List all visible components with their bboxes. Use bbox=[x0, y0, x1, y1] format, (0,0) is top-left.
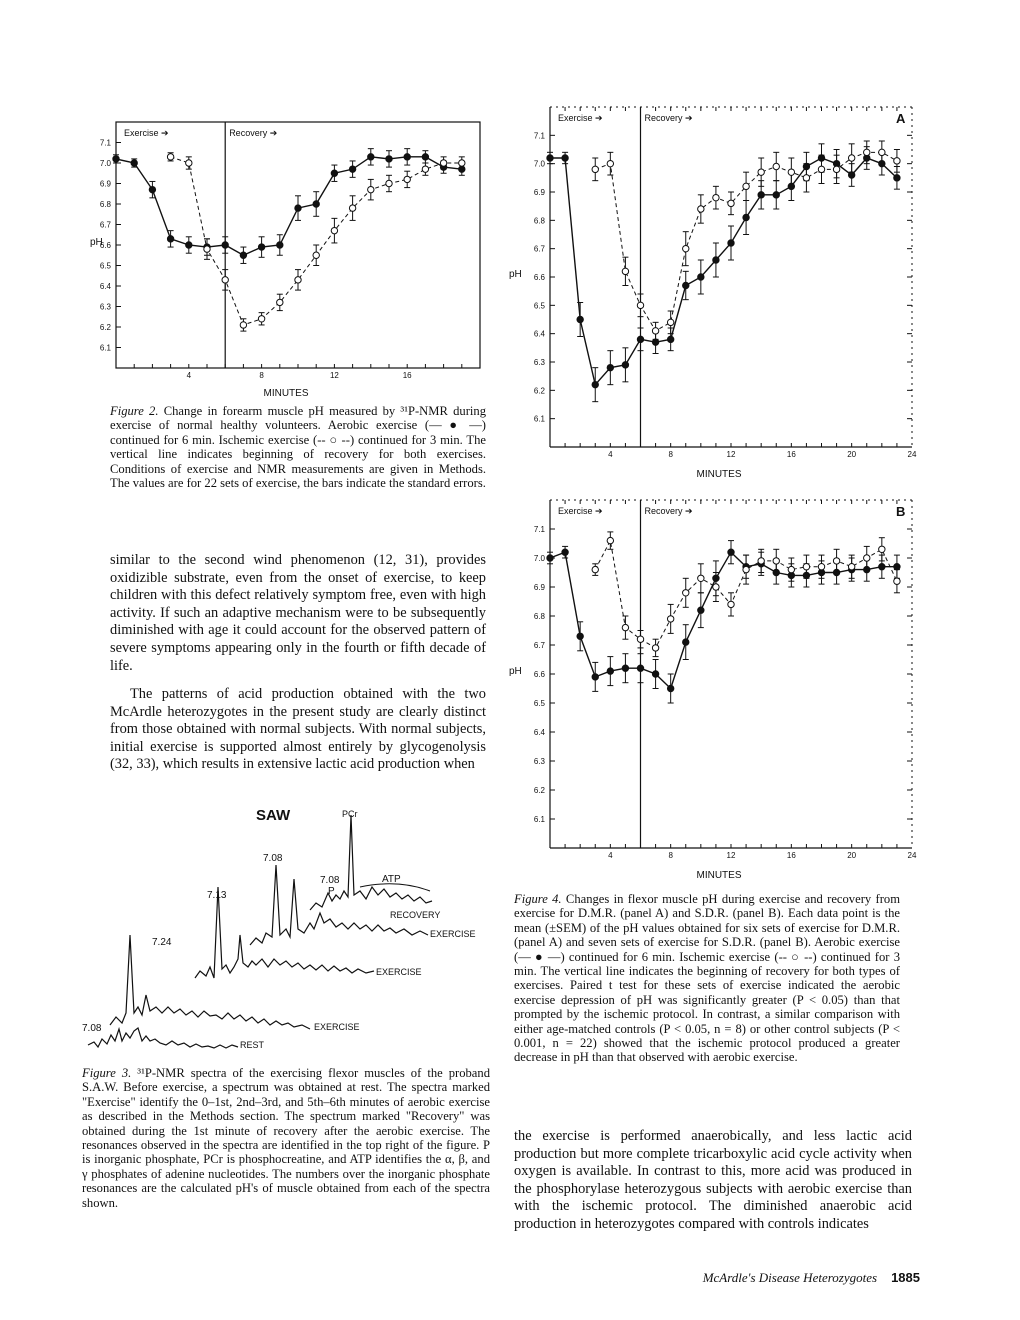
y-tick-label: 6.9 bbox=[533, 188, 545, 197]
ischemic-data-point bbox=[758, 558, 764, 564]
spectrum-label-recovery: RECOVERY bbox=[390, 910, 441, 920]
ischemic-data-point bbox=[167, 154, 173, 160]
spectrum-trace-rest bbox=[88, 1028, 238, 1048]
aerobic-data-point bbox=[667, 336, 673, 342]
ischemic-data-point bbox=[848, 564, 854, 570]
ischemic-data-point bbox=[713, 584, 719, 590]
spectra-title: SAW bbox=[256, 807, 291, 824]
ischemic-series-line bbox=[171, 157, 462, 325]
y-tick-label: 6.3 bbox=[99, 302, 111, 312]
aerobic-data-point bbox=[295, 205, 301, 211]
y-tick-label: 6.3 bbox=[533, 358, 545, 367]
ischemic-data-point bbox=[622, 268, 628, 274]
ischemic-data-point bbox=[652, 328, 658, 334]
aerobic-data-point bbox=[577, 633, 583, 639]
aerobic-data-point bbox=[894, 564, 900, 570]
x-tick-label: 20 bbox=[847, 450, 857, 459]
x-tick-label: 20 bbox=[847, 851, 857, 860]
y-axis-title: pH bbox=[90, 237, 103, 248]
aerobic-data-point bbox=[848, 172, 854, 178]
page-footer bbox=[650, 1270, 920, 1286]
x-tick-label: 8 bbox=[668, 851, 673, 860]
spectrum-ph-rest: 7.08 bbox=[82, 1023, 102, 1034]
aerobic-data-point bbox=[713, 257, 719, 263]
ischemic-data-point bbox=[222, 277, 228, 283]
ischemic-data-point bbox=[864, 555, 870, 561]
aerobic-data-point bbox=[368, 154, 374, 160]
figure-2-chart bbox=[88, 110, 498, 400]
aerobic-data-point bbox=[667, 685, 673, 691]
figure-4-caption bbox=[514, 892, 900, 1065]
ischemic-data-point bbox=[422, 166, 428, 172]
figure-4b-chart bbox=[505, 488, 930, 880]
recovery-annotation: Recovery ➔ bbox=[229, 128, 278, 138]
ischemic-data-point bbox=[277, 299, 283, 305]
aerobic-data-point bbox=[698, 607, 704, 613]
aerobic-data-point bbox=[131, 160, 137, 166]
ischemic-data-point bbox=[258, 316, 264, 322]
ischemic-data-point bbox=[592, 166, 598, 172]
y-tick-label: 6.6 bbox=[99, 241, 111, 250]
exercise-annotation: Exercise ➔ bbox=[558, 506, 603, 516]
x-axis-title: MINUTES bbox=[263, 388, 309, 399]
figure-3-caption-text: ³¹P-NMR spectra of the exercising flexor muscles of the proband S.A.W. Before exercise, a spectrum was obtained at rest. The spectra marked "Exercise" identify the 0–1st, 2nd–3rd, and 5th–6th minutes of aerobic exercise as described in the Methods section. The spectrum marked "Recovery" was obtained during the 1st minute of recovery after the aerobic exercise. The resonances observed in the spectra are identified in the top right of the figure. P is inorganic phosphate, PCr is phosphocreatine, and ATP identifies the α, β, and γ phosphates of adenine nucleotides. The numbers over the inorganic phosphate resonances are the calculated pH's of muscle obtained from each of the spectra shown. bbox=[82, 1066, 490, 1210]
body-paragraph-2: The patterns of acid production obtained with the two McArdle heterozygotes in the present study are clearly distinct from those obtained with normal subjects. With normal subjects, initial exercise is supported almost entirely by glycogenolysis (32, 33), which results in extensive lactic acid production when bbox=[110, 686, 486, 773]
figure-2-label: Figure 2. bbox=[110, 404, 159, 418]
ischemic-data-point bbox=[459, 160, 465, 166]
ischemic-data-point bbox=[864, 149, 870, 155]
aerobic-data-point bbox=[167, 236, 173, 242]
ischemic-data-point bbox=[637, 636, 643, 642]
ischemic-data-point bbox=[713, 194, 719, 200]
aerobic-data-point bbox=[728, 549, 734, 555]
ischemic-data-point bbox=[773, 558, 779, 564]
y-tick-label: 6.1 bbox=[533, 414, 545, 424]
ischemic-data-point bbox=[743, 183, 749, 189]
aerobic-data-point bbox=[349, 166, 355, 172]
figure-4-label: Figure 4. bbox=[514, 892, 562, 906]
y-tick-label: 7.0 bbox=[99, 159, 111, 168]
y-tick-label: 6.4 bbox=[533, 728, 545, 737]
aerobic-data-point bbox=[547, 555, 553, 561]
ischemic-data-point bbox=[295, 277, 301, 283]
aerobic-data-point bbox=[258, 244, 264, 250]
y-tick-label: 6.5 bbox=[533, 301, 545, 311]
aerobic-data-point bbox=[607, 364, 613, 370]
ischemic-data-point bbox=[652, 645, 658, 651]
ischemic-data-point bbox=[683, 590, 689, 596]
y-tick-label: 6.7 bbox=[533, 641, 545, 650]
body-paragraph-3: the exercise is performed anaerobically, and less lactic acid production but more complete tricarboxylic acid cycle activity when oxygen is available. In contrast to this, more acid was produced in the phosphorylase heterozygous subjects with aerobic exercise than with the ischemic protocol. The diminished anaerobic acid production in heterozygotes compared with controls indicates bbox=[514, 1128, 912, 1232]
x-tick-label: 16 bbox=[786, 450, 796, 459]
figure-4-caption-text: Changes in flexor muscle pH during exercise and recovery from exercise for D.M.R. (panel A) and S.D.R. (panel B). Each data point is the mean (±SEM) of the pH values obtained for six sets of exercise for D.M.R. (panel A) and seven sets of exercise for S.D.R. (panel B). Aerobic exercise (— ● —) continued for 6 min. Ischemic exercise (-- ○ --) continued for 3 min. The vertical line indicates the beginning of recovery for both types of exercises. Paired t test for these sets of exercise indicated the aerobic exercise depression of pH was significantly greater (P < 0.05) than that prompted by the ischemic protocol. In contrast, a similar comparison with either age-matched controls (P < 0.05, n = 8) or other control subjects (P < 0.001, n = 22) showed that the ischemic protocol produced a greater decrease in pH than that observed with aerobic exercise. bbox=[514, 892, 900, 1065]
spectrum-ph-recovery: 7.08 bbox=[320, 875, 340, 886]
y-tick-label: 6.9 bbox=[99, 179, 111, 189]
x-tick-label: 8 bbox=[259, 371, 264, 380]
figure-2-caption-text: Change in forearm muscle pH measured by ³¹P-NMR during exercise of normal healthy volunteers. Aerobic exercise (— ● —) continued for 6 min. Ischemic exercise (-- ○ --) continued for 3 min. The vertical line indicates beginning of recovery for both exercises. Conditions of exercise and NMR measurements are given in Methods. The values are for 22 sets of exercise, the bars indicate the standard errors. bbox=[110, 404, 486, 491]
aerobic-data-point bbox=[728, 240, 734, 246]
y-tick-label: 6.4 bbox=[533, 329, 545, 339]
aerobic-data-point bbox=[683, 282, 689, 288]
aerobic-data-point bbox=[149, 186, 155, 192]
ischemic-data-point bbox=[667, 616, 673, 622]
ischemic-data-point bbox=[331, 227, 337, 233]
spectrum-label-exercise-1: EXERCISE bbox=[314, 1022, 360, 1032]
aerobic-data-point bbox=[240, 252, 246, 258]
ischemic-data-point bbox=[637, 302, 643, 308]
ischemic-data-point bbox=[894, 158, 900, 164]
panel-label: A bbox=[896, 111, 906, 126]
ischemic-data-point bbox=[788, 169, 794, 175]
aerobic-data-point bbox=[331, 170, 337, 176]
ischemic-data-point bbox=[758, 169, 764, 175]
y-tick-label: 6.5 bbox=[99, 261, 111, 271]
ischemic-data-point bbox=[879, 546, 885, 552]
pcr-peak-label: PCr bbox=[342, 809, 358, 819]
aerobic-data-point bbox=[562, 549, 568, 555]
x-tick-label: 12 bbox=[726, 851, 736, 860]
aerobic-data-point bbox=[222, 242, 228, 248]
aerobic-data-point bbox=[313, 201, 319, 207]
ischemic-data-point bbox=[803, 175, 809, 181]
ischemic-data-point bbox=[728, 200, 734, 206]
y-tick-label: 6.2 bbox=[99, 323, 111, 332]
ischemic-data-point bbox=[204, 246, 210, 252]
aerobic-data-point bbox=[652, 671, 658, 677]
x-tick-label: 4 bbox=[608, 851, 613, 860]
x-tick-label: 16 bbox=[402, 371, 412, 380]
body-paragraph-1: similar to the second wind phenomenon (12, 31), provides oxidizible substrate, even from the onset of exercise, to keep children with this defect relatively symptom free, even with high activity. If such an adaptive mechanism were to be subsequently diminished with age it could account for the observed pattern of severe symptoms appearing only in the fourth or fifth decade of life. bbox=[110, 552, 486, 674]
aerobic-data-point bbox=[562, 155, 568, 161]
ischemic-data-point bbox=[622, 624, 628, 630]
ischemic-data-point bbox=[404, 176, 410, 182]
x-tick-label: 4 bbox=[186, 371, 192, 380]
page-number: 1885 bbox=[891, 1270, 920, 1285]
ischemic-data-point bbox=[773, 163, 779, 169]
aerobic-data-point bbox=[186, 242, 192, 248]
spectrum-trace-exercise-1 bbox=[110, 935, 310, 1029]
ischemic-data-point bbox=[240, 322, 246, 328]
y-tick-label: 7.1 bbox=[533, 131, 545, 141]
x-tick-label: 24 bbox=[907, 450, 917, 459]
ischemic-data-point bbox=[698, 206, 704, 212]
aerobic-data-point bbox=[607, 668, 613, 674]
ischemic-data-point bbox=[803, 564, 809, 570]
y-tick-label: 6.1 bbox=[533, 815, 545, 824]
aerobic-data-point bbox=[683, 639, 689, 645]
ischemic-data-point bbox=[313, 252, 319, 258]
y-tick-label: 6.4 bbox=[99, 282, 111, 291]
aerobic-data-point bbox=[622, 362, 628, 368]
journal-running-title: McArdle's Disease Heterozygotes bbox=[702, 1270, 878, 1285]
ischemic-data-point bbox=[440, 160, 446, 166]
ischemic-data-point bbox=[607, 160, 613, 166]
aerobic-data-point bbox=[894, 175, 900, 181]
x-tick-label: 4 bbox=[608, 450, 613, 459]
x-tick-label: 12 bbox=[726, 450, 736, 459]
y-tick-label: 6.6 bbox=[533, 273, 545, 282]
aerobic-data-point bbox=[637, 665, 643, 671]
ischemic-data-point bbox=[894, 578, 900, 584]
aerobic-data-point bbox=[277, 242, 283, 248]
ischemic-data-point bbox=[728, 601, 734, 607]
y-tick-label: 7.1 bbox=[533, 525, 545, 534]
figure-4a-chart bbox=[505, 95, 930, 480]
aerobic-data-point bbox=[422, 154, 428, 160]
aerobic-data-point bbox=[773, 192, 779, 198]
y-tick-label: 7.1 bbox=[99, 138, 111, 148]
atp-peak-label: ATP bbox=[382, 874, 401, 885]
aerobic-data-point bbox=[622, 665, 628, 671]
y-tick-label: 6.5 bbox=[533, 699, 545, 708]
aerobic-data-point bbox=[743, 214, 749, 220]
ischemic-data-point bbox=[698, 575, 704, 581]
ischemic-data-point bbox=[788, 566, 794, 572]
aerobic-series-line bbox=[550, 158, 897, 385]
aerobic-data-point bbox=[547, 155, 553, 161]
x-tick-label: 8 bbox=[668, 450, 673, 459]
exercise-annotation: Exercise ➔ bbox=[558, 113, 603, 123]
y-tick-label: 6.2 bbox=[533, 386, 545, 396]
ischemic-data-point bbox=[833, 166, 839, 172]
y-tick-label: 7.0 bbox=[533, 554, 545, 563]
aerobic-data-point bbox=[386, 156, 392, 162]
spectrum-label-exercise-3: EXERCISE bbox=[430, 929, 476, 939]
y-tick-label: 7.0 bbox=[533, 159, 545, 169]
spectrum-ph-exercise-2: 7.13 bbox=[207, 890, 227, 901]
aerobic-data-point bbox=[637, 336, 643, 342]
p-peak-label: P bbox=[328, 886, 335, 897]
y-tick-label: 6.6 bbox=[533, 670, 545, 679]
y-tick-label: 6.9 bbox=[533, 583, 545, 592]
ischemic-data-point bbox=[833, 558, 839, 564]
ischemic-data-point bbox=[368, 186, 374, 192]
y-tick-label: 6.8 bbox=[99, 200, 111, 209]
figure-3-spectra bbox=[80, 795, 500, 1060]
aerobic-data-point bbox=[577, 316, 583, 322]
aerobic-data-point bbox=[113, 156, 119, 162]
ischemic-data-point bbox=[818, 166, 824, 172]
figure-2-caption bbox=[110, 404, 486, 490]
y-tick-label: 6.8 bbox=[533, 216, 545, 226]
ischemic-data-point bbox=[592, 566, 598, 572]
figure-3-caption bbox=[82, 1066, 490, 1210]
ischemic-data-point bbox=[743, 566, 749, 572]
spectrum-label-rest: REST bbox=[240, 1040, 265, 1050]
ischemic-data-point bbox=[818, 564, 824, 570]
y-tick-label: 6.3 bbox=[533, 757, 545, 766]
ischemic-data-point bbox=[386, 180, 392, 186]
aerobic-data-point bbox=[592, 381, 598, 387]
ischemic-data-point bbox=[349, 205, 355, 211]
spectrum-label-exercise-2: EXERCISE bbox=[376, 967, 422, 977]
spectrum-ph-exercise-1: 7.24 bbox=[152, 937, 172, 948]
ischemic-data-point bbox=[186, 160, 192, 166]
x-tick-label: 12 bbox=[329, 371, 339, 380]
ischemic-data-point bbox=[667, 319, 673, 325]
exercise-annotation: Exercise ➔ bbox=[124, 128, 169, 138]
aerobic-data-point bbox=[758, 192, 764, 198]
ischemic-data-point bbox=[879, 149, 885, 155]
aerobic-data-point bbox=[698, 274, 704, 280]
y-tick-label: 6.7 bbox=[533, 244, 545, 254]
spectrum-ph-exercise-3: 7.08 bbox=[263, 853, 283, 864]
x-tick-label: 24 bbox=[907, 851, 917, 860]
aerobic-data-point bbox=[879, 564, 885, 570]
aerobic-data-point bbox=[404, 154, 410, 160]
x-tick-label: 16 bbox=[786, 851, 796, 860]
aerobic-data-point bbox=[652, 339, 658, 345]
y-axis-title: pH bbox=[509, 269, 522, 280]
aerobic-series-line bbox=[550, 552, 897, 688]
ischemic-data-point bbox=[683, 245, 689, 251]
figure-3-label: Figure 3. bbox=[82, 1066, 132, 1080]
recovery-annotation: Recovery ➔ bbox=[644, 113, 693, 123]
y-axis-title: pH bbox=[509, 666, 522, 677]
ischemic-data-point bbox=[848, 155, 854, 161]
y-tick-label: 6.1 bbox=[99, 343, 111, 353]
panel-label: B bbox=[896, 504, 906, 519]
aerobic-data-point bbox=[592, 674, 598, 680]
recovery-annotation: Recovery ➔ bbox=[644, 506, 693, 516]
ischemic-data-point bbox=[607, 537, 613, 543]
y-tick-label: 6.7 bbox=[99, 220, 111, 230]
y-tick-label: 6.2 bbox=[533, 786, 545, 795]
y-tick-label: 6.8 bbox=[533, 612, 545, 621]
x-axis-title: MINUTES bbox=[696, 469, 742, 480]
x-axis-title: MINUTES bbox=[696, 870, 742, 881]
